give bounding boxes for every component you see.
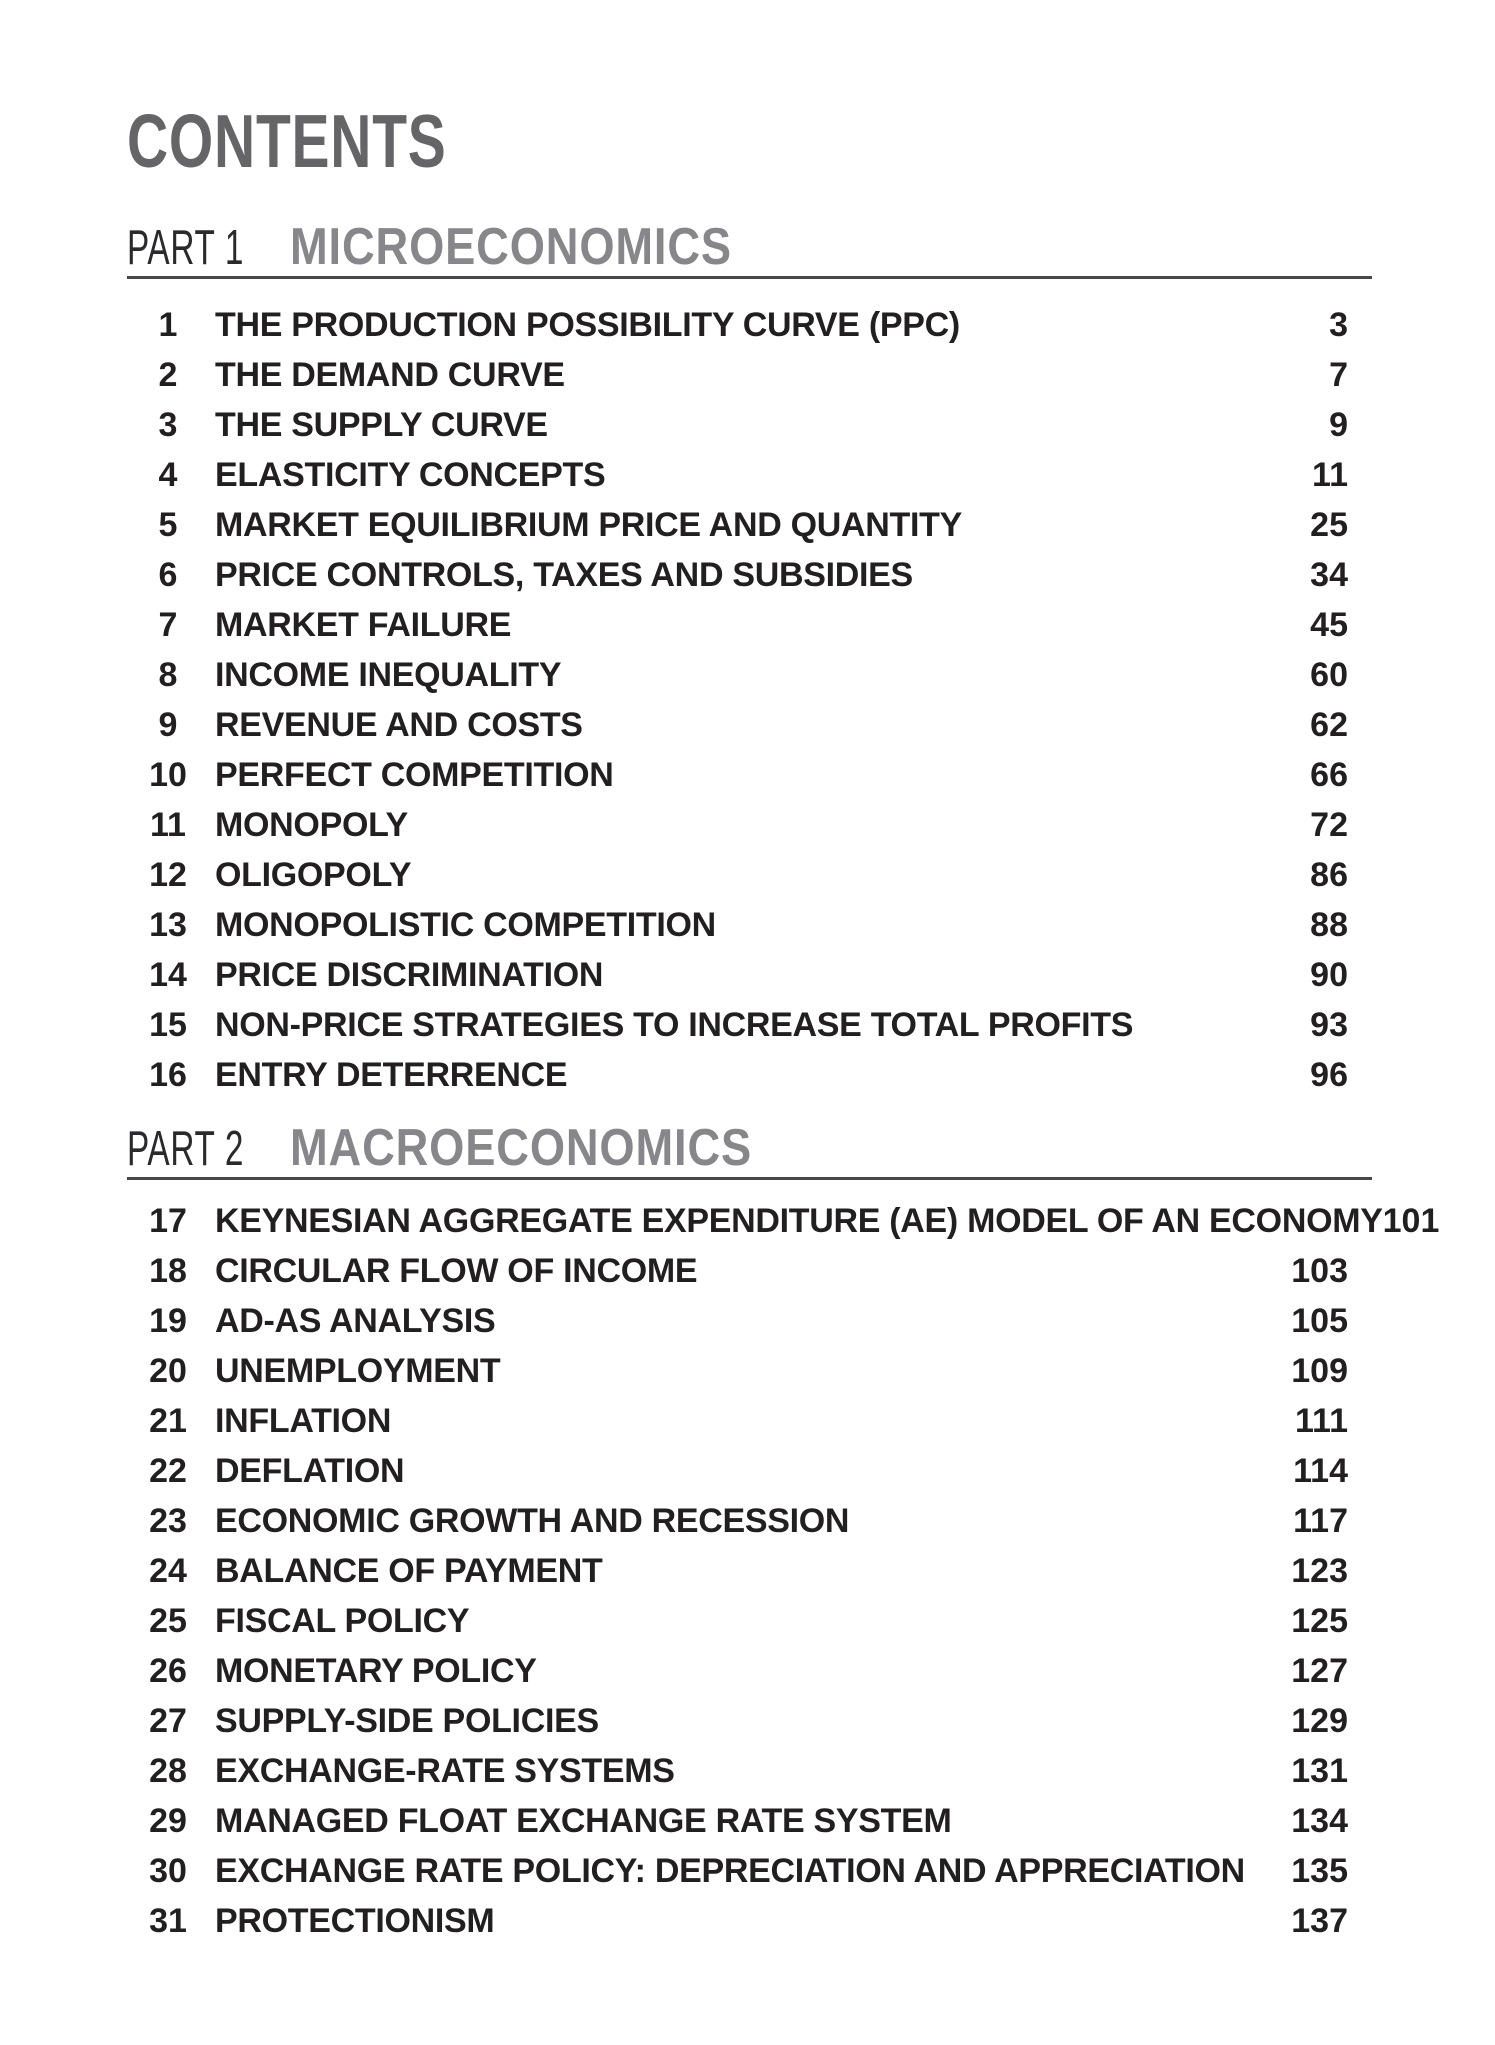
chapter-title: OLIGOPOLY [215,855,412,894]
toc-entry [140,1296,1348,1346]
chapter-number: 9 [158,705,178,744]
page-number: 111 [1295,1401,1348,1440]
toc-entry [140,300,1348,350]
toc-entry [140,600,1348,650]
toc-entry [140,1396,1348,1446]
chapter-number: 26 [149,1651,187,1690]
chapter-number: 29 [149,1801,187,1840]
toc-entry [140,1746,1348,1796]
chapter-number: 28 [149,1751,187,1790]
toc-entry [140,1846,1348,1896]
toc-entry [140,1446,1348,1496]
part-1-label: PART 1 [127,221,245,275]
toc-entry [140,1646,1348,1696]
chapter-title: THE PRODUCTION POSSIBILITY CURVE (PPC) [215,305,960,344]
part-1-toc-list [140,300,1348,1100]
chapter-title: PRICE CONTROLS, TAXES AND SUBSIDIES [215,555,913,594]
part-1-title: MICROECONOMICS [290,218,732,276]
chapter-number: 6 [158,555,178,594]
chapter-number: 23 [149,1501,187,1540]
page-number: 135 [1291,1851,1348,1890]
page-number: 109 [1291,1351,1348,1390]
chapter-number: 17 [149,1201,187,1240]
chapter-number: 18 [149,1251,187,1290]
part-1-heading [127,214,1372,276]
toc-entry [140,650,1348,700]
chapter-number: 5 [158,505,178,544]
chapter-number: 7 [158,605,178,644]
toc-entry [140,1696,1348,1746]
chapter-title: CIRCULAR FLOW OF INCOME [215,1251,698,1290]
chapter-title: SUPPLY-SIDE POLICIES [215,1701,599,1740]
chapter-number: 10 [149,755,187,794]
toc-entry [140,350,1348,400]
page-number: 117 [1293,1501,1348,1540]
chapter-title: MONETARY POLICY [215,1651,537,1690]
chapter-title: PERFECT COMPETITION [215,755,614,794]
toc-entry [140,900,1348,950]
chapter-title: UNEMPLOYMENT [215,1351,501,1390]
chapter-title: MONOPOLISTIC COMPETITION [215,905,716,944]
chapter-title: NON-PRICE STRATEGIES TO INCREASE TOTAL PROFITS [215,1005,1134,1044]
chapter-number: 3 [158,405,178,444]
page-number: 137 [1291,1901,1348,1940]
page-number: 123 [1291,1551,1348,1590]
chapter-title: BALANCE OF PAYMENT [215,1551,603,1590]
page-number: 34 [1310,555,1348,594]
chapter-number: 11 [150,805,186,844]
chapter-number: 15 [149,1005,187,1044]
chapter-title: ELASTICITY CONCEPTS [215,455,606,494]
page-number: 66 [1310,755,1348,794]
page-title: CONTENTS [127,99,447,183]
part-1-divider [127,276,1372,279]
chapter-title: MONOPOLY [215,805,408,844]
page-number: 105 [1291,1301,1348,1340]
chapter-title: PRICE DISCRIMINATION [215,955,604,994]
page-number: 45 [1310,605,1348,644]
page-number: 96 [1310,1055,1348,1094]
toc-entry [140,750,1348,800]
page-number: 127 [1291,1651,1348,1690]
page-number: 101 [1382,1201,1440,1240]
chapter-title: EXCHANGE-RATE SYSTEMS [215,1751,675,1790]
page-number: 103 [1291,1251,1348,1290]
page-number: 131 [1291,1751,1348,1790]
chapter-title: MANAGED FLOAT EXCHANGE RATE SYSTEM [215,1801,952,1840]
toc-entry [140,1596,1348,1646]
chapter-number: 2 [158,355,178,394]
chapter-title: FISCAL POLICY [215,1601,470,1640]
chapter-number: 24 [149,1551,187,1590]
toc-entry [140,1546,1348,1596]
chapter-title: REVENUE AND COSTS [215,705,583,744]
chapter-title: INFLATION [215,1401,392,1440]
chapter-title: ECONOMIC GROWTH AND RECESSION [215,1501,850,1540]
page-number: 9 [1329,405,1348,444]
chapter-number: 21 [149,1401,187,1440]
chapter-number: 16 [149,1055,187,1094]
chapter-number: 27 [149,1701,187,1740]
page-number: 90 [1310,955,1348,994]
chapter-title: PROTECTIONISM [215,1901,495,1940]
toc-entry [140,1000,1348,1050]
chapter-number: 4 [158,455,178,494]
chapter-title: MARKET EQUILIBRIUM PRICE AND QUANTITY [215,505,962,544]
part-2-toc-list [140,1196,1440,1946]
page-number: 3 [1329,305,1348,344]
toc-entry [140,1496,1348,1546]
chapter-number: 20 [149,1351,187,1390]
toc-entry [140,400,1348,450]
part-2-title: MACROECONOMICS [290,1119,753,1177]
toc-entry [140,950,1348,1000]
part-2-label: PART 2 [127,1122,245,1176]
chapter-title: INCOME INEQUALITY [215,655,562,694]
chapter-number: 19 [149,1301,187,1340]
chapter-title: ENTRY DETERRENCE [215,1055,568,1094]
toc-entry [140,550,1348,600]
toc-entry [140,700,1348,750]
page-number: 88 [1310,905,1348,944]
chapter-number: 8 [158,655,178,694]
toc-entry [140,800,1348,850]
page-number: 7 [1329,355,1348,394]
toc-entry [140,1346,1348,1396]
page-number: 72 [1310,805,1348,844]
page-number: 60 [1310,655,1348,694]
page-number: 86 [1310,855,1348,894]
chapter-number: 12 [149,855,187,894]
chapter-number: 13 [149,905,187,944]
toc-entry [140,850,1348,900]
chapter-number: 1 [158,305,178,344]
chapter-number: 22 [149,1451,187,1490]
page-number: 114 [1293,1451,1348,1490]
chapter-title: EXCHANGE RATE POLICY: DEPRECIATION AND APPRECIATION [215,1851,1245,1890]
toc-entry [140,1896,1348,1946]
page-number: 11 [1312,455,1348,494]
chapter-title: THE SUPPLY CURVE [215,405,548,444]
page-number: 25 [1310,505,1348,544]
chapter-title: MARKET FAILURE [215,605,512,644]
page-number: 93 [1310,1005,1348,1044]
toc-entry [140,1050,1348,1100]
page-number: 134 [1291,1801,1348,1840]
toc-entry [140,500,1348,550]
chapter-title: THE DEMAND CURVE [215,355,565,394]
chapter-number: 25 [149,1601,187,1640]
chapter-title: DEFLATION [215,1451,405,1490]
chapter-title: AD-AS ANALYSIS [215,1301,496,1340]
part-2-heading [127,1115,1372,1177]
toc-entry [140,1246,1348,1296]
part-2-divider [127,1177,1372,1180]
page-number: 125 [1291,1601,1348,1640]
page-number: 62 [1310,705,1348,744]
toc-entry [140,1796,1348,1846]
toc-entry [140,1196,1440,1246]
chapter-number: 31 [149,1901,187,1940]
chapter-number: 30 [149,1851,187,1890]
chapter-title: KEYNESIAN AGGREGATE EXPENDITURE (AE) MODEL OF AN ECONOMY [215,1201,1383,1240]
chapter-number: 14 [149,955,187,994]
toc-entry [140,450,1348,500]
page-number: 129 [1291,1701,1348,1740]
